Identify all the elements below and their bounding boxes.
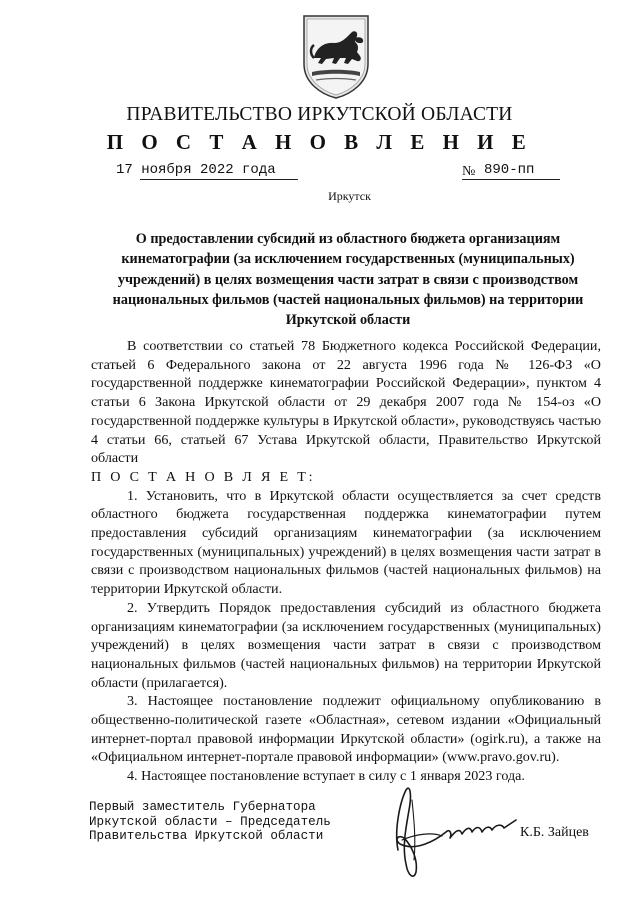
item-paragraph: 3. Настоящее постановление подлежит официальному опубликованию в общественно-политической газете «Областная», сетевом издании «Официальный интернет-портал правовой информации Иркутской области» (ogirk.ru), а также на «Официальном интернет-портале правовой информации» (www.pravo.gov.ru).	[91, 693, 601, 766]
city: Иркутск	[328, 189, 371, 203]
document-number	[484, 162, 534, 178]
item-paragraph: 2. Утвердить Порядок предоставления субсидий из областного бюджета организациям кинематографии (за исключением государственных (муниципальных) учреждений) в целях возмещения части затрат в связи с производством национальных фильмов (частей национальных фильмов) на территории Иркутской области (прилагается).	[91, 599, 601, 691]
date-underline	[140, 179, 298, 180]
number-sign: №	[462, 164, 476, 179]
document-date-text: 17 ноября 2022 года	[116, 162, 276, 178]
signatory-name: К.Б. Зайцев	[520, 825, 589, 840]
preamble-paragraph: В соответствии со статьей 78 Бюджетного кодекса Российской Федерации, статьей 6 Федерального закона от 22 августа 1996 года № 126-ФЗ «О государственной поддержке кинематографии Российской Федерации», пунктом 4 статьи 6 Закона Иркутской области от 29 декабря 2007 года № 154-оз «О государственной поддержке культуры в Иркутской области», руководствуясь частью 4 статьи 66, статьей 67 Устава Иркутской области, Правительство Иркутской области	[91, 338, 601, 467]
document-number-text: 890-пп	[484, 162, 535, 178]
item-paragraph: 1. Установить, что в Иркутской области осуществляется за счет средств областного бюджета государственная поддержка кинематографии путем предоставления субсидий организациям кинематографии (за исключением государственных (муниципальных) учреждений) в целях возмещения части затрат в связи с производством национальных фильмов (частей национальных фильмов) на территории Иркутской области.	[91, 487, 601, 598]
handwritten-signature-icon	[376, 780, 526, 885]
item-paragraph: 4. Настоящее постановление вступает в силу с 1 января 2023 года.	[127, 768, 525, 785]
document-body	[91, 337, 601, 786]
signatory-position	[89, 800, 331, 844]
government-name: ПРАВИТЕЛЬСТВО ИРКУТСКОЙ ОБЛАСТИ	[126, 104, 513, 125]
number-underline	[462, 179, 560, 180]
document-type: П О С Т А Н О В Л Е Н И Е	[106, 130, 533, 154]
signatory-position-line: Первый заместитель Губернатора	[89, 800, 316, 814]
document-title: О предоставлении субсидий из областного бюджета организациям кинематографии (за исключением государственных (муниципальных) учреждений) в целях возмещения части затрат в связи с производством национальных фильмов (частей национальных фильмов) на территории Иркутской области	[112, 231, 584, 329]
irkutsk-coat-of-arms-icon	[300, 12, 372, 100]
document-date	[116, 162, 276, 178]
signatory-position-line: Правительства Иркутской области	[89, 829, 324, 843]
resolves-heading: П О С Т А Н О В Л Я Е Т:	[91, 468, 316, 485]
signatory-position-line: Иркутской области – Председатель	[89, 814, 331, 829]
